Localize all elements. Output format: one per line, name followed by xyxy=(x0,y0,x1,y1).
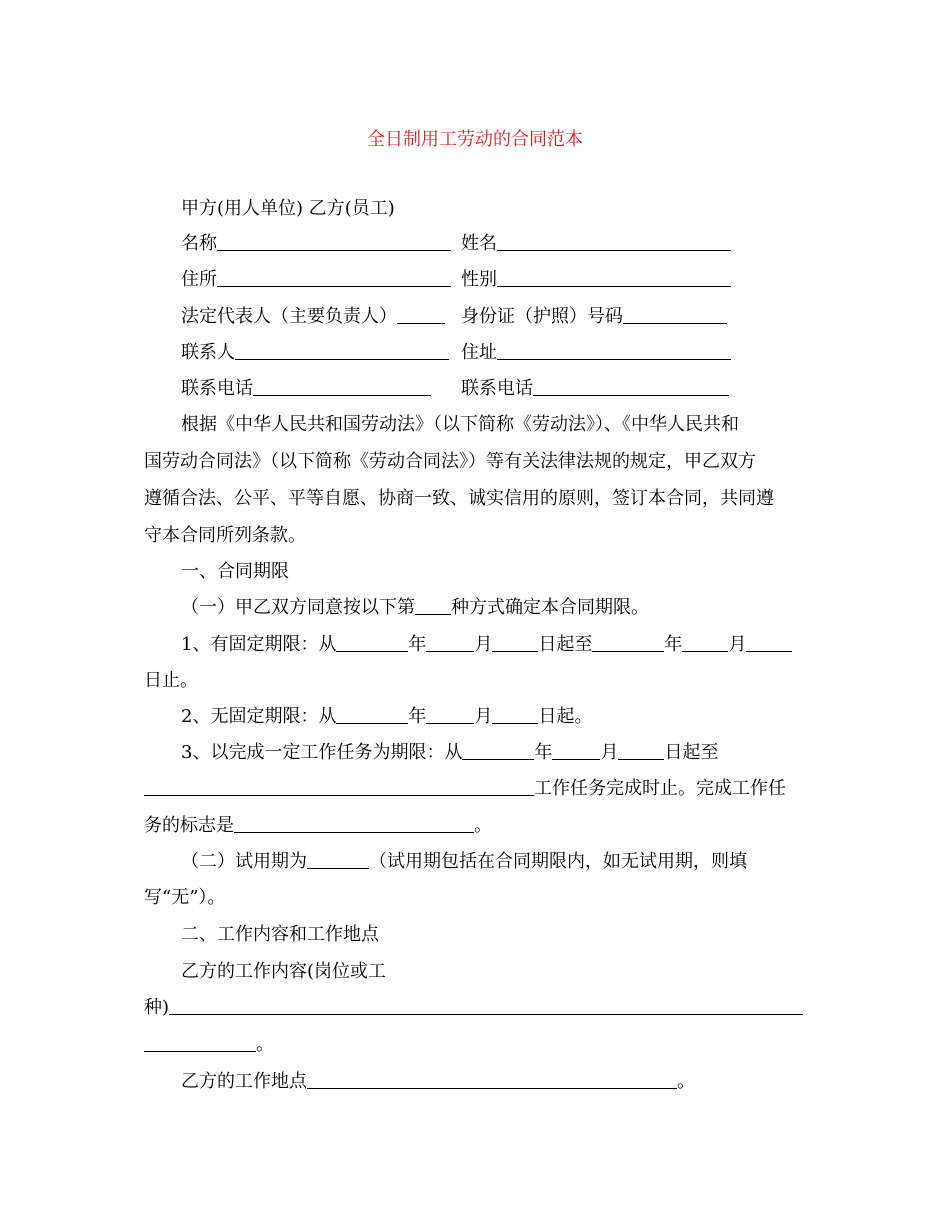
work-place xyxy=(181,1070,695,1094)
day-label: 日起至 xyxy=(538,634,593,655)
option-fixed-term xyxy=(181,633,792,657)
year-label: 年 xyxy=(664,634,683,655)
blank-field[interactable] xyxy=(144,1033,256,1052)
blank-field[interactable] xyxy=(144,777,534,796)
party-row-address-right xyxy=(461,268,731,292)
blank-field[interactable] xyxy=(336,633,408,652)
work-content-line xyxy=(144,996,803,1020)
parties-header: 甲方(用人单位) 乙方(员工) xyxy=(181,198,395,219)
blank-field[interactable] xyxy=(307,1070,677,1089)
option-task-term xyxy=(181,741,718,765)
month-label: 月 xyxy=(600,742,619,763)
period: 。 xyxy=(474,815,492,836)
option-label: 3、以完成一定工作任务为期限：从 xyxy=(181,742,463,763)
party-row-representative xyxy=(181,305,445,329)
clause-term-choice xyxy=(181,596,649,620)
blank-field[interactable] xyxy=(253,377,431,396)
blank-field[interactable] xyxy=(623,305,727,324)
document-title: 全日制用工劳动的合同范本 xyxy=(367,129,583,150)
clause-probation xyxy=(181,850,747,874)
month-label: 月 xyxy=(474,706,493,727)
year-label: 年 xyxy=(408,706,427,727)
option-label: 2、无固定期限：从 xyxy=(181,706,337,727)
party-row-representative-right xyxy=(461,305,727,329)
work-content-end xyxy=(144,1033,274,1057)
clause-text: 务的标志是 xyxy=(144,815,234,836)
blank-field[interactable] xyxy=(497,268,731,287)
party-right-label: 联系电话 xyxy=(461,378,533,399)
option-open-term xyxy=(181,705,592,729)
party-row-contact xyxy=(181,341,449,365)
blank-field[interactable] xyxy=(234,814,474,833)
clause-text: 工作任务完成时止。完成工作任 xyxy=(534,778,786,799)
blank-field[interactable] xyxy=(217,268,451,287)
blank-field[interactable] xyxy=(552,741,600,760)
month-label: 月 xyxy=(474,634,493,655)
day-label: 日起。 xyxy=(538,706,593,727)
preamble-line: 守本合同所列条款。 xyxy=(144,525,306,546)
clause-text: （一）甲乙双方同意按以下第 xyxy=(181,597,415,618)
period: 。 xyxy=(256,1034,274,1055)
party-left-label: 联系人 xyxy=(181,342,235,363)
option-task-mark xyxy=(144,814,492,838)
option-fixed-term-end: 日止。 xyxy=(144,670,198,691)
party-left-label: 名称 xyxy=(181,233,217,254)
blank-field[interactable] xyxy=(169,996,803,1015)
blank-field[interactable] xyxy=(497,232,731,251)
option-label: 1、有固定期限：从 xyxy=(181,634,337,655)
blank-field[interactable] xyxy=(746,633,792,652)
period: 。 xyxy=(677,1071,695,1092)
party-left-label: 住所 xyxy=(181,269,217,290)
party-row-contact-right xyxy=(461,341,731,365)
blank-field[interactable] xyxy=(682,633,728,652)
blank-field[interactable] xyxy=(497,341,731,360)
blank-field[interactable] xyxy=(533,377,729,396)
blank-field[interactable] xyxy=(426,705,474,724)
month-label: 月 xyxy=(728,634,747,655)
year-label: 年 xyxy=(534,742,553,763)
clause-probation-cont: 写“无”）。 xyxy=(144,887,226,908)
clause-text: 种方式确定本合同期限。 xyxy=(451,597,649,618)
section-heading: 一、合同期限 xyxy=(181,561,289,582)
blank-field[interactable] xyxy=(618,741,664,760)
clause-text: 乙方的工作地点 xyxy=(181,1071,307,1092)
party-row-phone-right xyxy=(461,377,729,401)
blank-field[interactable] xyxy=(397,305,445,324)
option-task-term-cont xyxy=(144,777,786,801)
blank-field[interactable] xyxy=(592,633,664,652)
blank-field[interactable] xyxy=(426,633,474,652)
party-row-address xyxy=(181,268,451,292)
blank-field[interactable] xyxy=(307,850,369,869)
party-left-label: 法定代表人（主要负责人） xyxy=(181,306,397,327)
work-content-label: 乙方的工作内容(岗位或工 xyxy=(181,961,387,982)
day-label: 日起至 xyxy=(664,742,719,763)
party-row-name xyxy=(181,232,451,256)
party-left-label: 联系电话 xyxy=(181,378,253,399)
preamble-line: 国劳动合同法》（以下简称《劳动合同法》）等有关法律法规的规定，甲乙双方 xyxy=(144,451,756,472)
party-right-label: 姓名 xyxy=(461,233,497,254)
blank-field[interactable] xyxy=(492,705,538,724)
blank-field[interactable] xyxy=(415,596,451,615)
blank-field[interactable] xyxy=(492,633,538,652)
year-label: 年 xyxy=(408,634,427,655)
party-right-label: 住址 xyxy=(461,342,497,363)
clause-text: （试用期包括在合同期限内，如无试用期，则填 xyxy=(369,851,747,872)
party-right-label: 身份证（护照）号码 xyxy=(461,306,623,327)
preamble-line: 根据《中华人民共和国劳动法》（以下简称《劳动法》）、《中华人民共和 xyxy=(181,414,739,435)
clause-text: 种) xyxy=(144,997,170,1018)
preamble-line: 遵循合法、公平、平等自愿、协商一致、诚实信用的原则，签订本合同，共同遵 xyxy=(144,488,774,509)
clause-text: （二）试用期为 xyxy=(181,851,307,872)
blank-field[interactable] xyxy=(462,741,534,760)
blank-field[interactable] xyxy=(336,705,408,724)
party-right-label: 性别 xyxy=(461,269,497,290)
party-row-name-right xyxy=(461,232,731,256)
blank-field[interactable] xyxy=(217,232,451,251)
party-row-phone xyxy=(181,377,431,401)
section-heading: 二、工作内容和工作地点 xyxy=(181,924,379,945)
blank-field[interactable] xyxy=(235,341,449,360)
